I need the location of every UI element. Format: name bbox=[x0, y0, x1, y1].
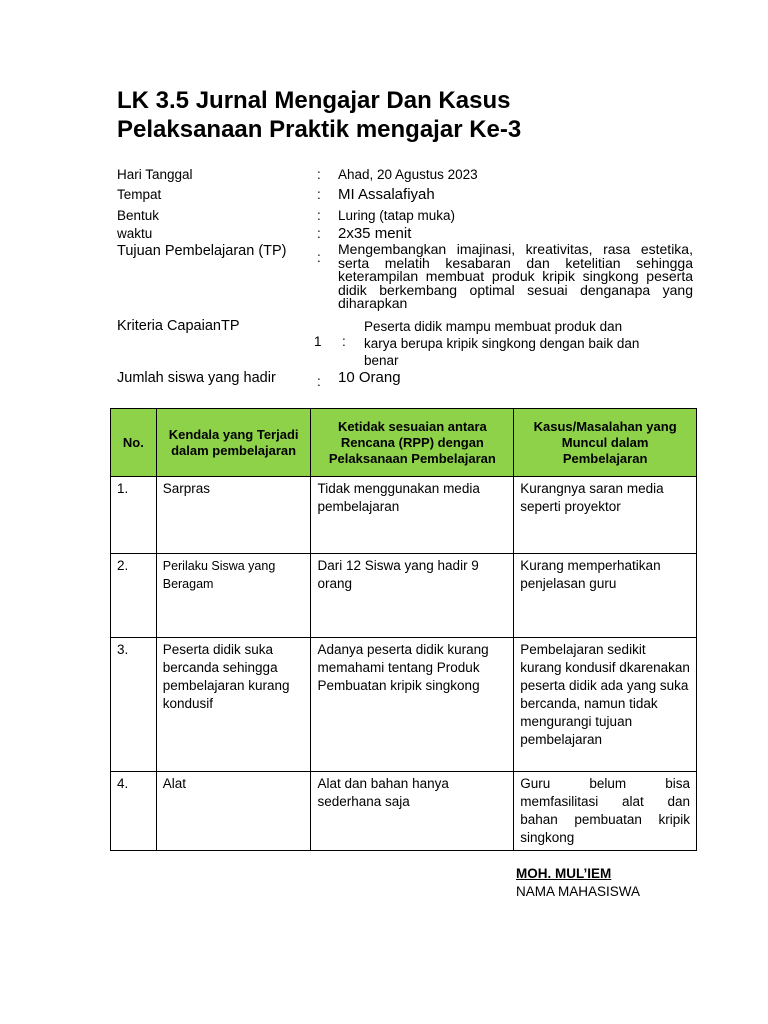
info-label: Tempat bbox=[117, 187, 162, 202]
cell-no: 1. bbox=[111, 477, 157, 554]
info-value: Mengembangkan imajinasi, kreativitas, rasa estetika, serta melatih kesabaran dan ketelitian sehingga keterampilan membuat produk kripik singkong peserta didik berkembang optimal sesuai denganapa yang diharapkan bbox=[338, 241, 693, 311]
table-row bbox=[111, 554, 697, 638]
table-row bbox=[111, 638, 697, 772]
cell-ketidaksesuaian: Tidak menggunakan media pembelajaran bbox=[311, 477, 514, 554]
info-label: Bentuk bbox=[117, 208, 160, 223]
cell-no: 4. bbox=[111, 772, 157, 851]
signature-block bbox=[516, 865, 640, 901]
cell-kasus: Kurang memperhatikan penjelasan guru bbox=[514, 554, 697, 638]
info-label: waktu bbox=[117, 226, 153, 241]
table-row bbox=[111, 477, 697, 554]
info-value: 10 Orang bbox=[338, 369, 401, 386]
title-line-2: Pelaksanaan Praktik mengajar Ke-3 bbox=[117, 116, 522, 143]
header-kasus: Kasus/Masalahan yang Muncul dalam Pembelajaran bbox=[514, 409, 697, 477]
cell-kendala: Peserta didik suka bercanda sehingga pembelajaran kurang kondusif bbox=[156, 638, 311, 772]
info-value: 2x35 menit bbox=[338, 225, 412, 242]
info-colon: : bbox=[317, 187, 321, 202]
kriteria-line-3: benar bbox=[364, 353, 399, 368]
cell-kendala: Alat bbox=[156, 772, 311, 851]
kendala-table bbox=[110, 408, 697, 851]
cell-ketidaksesuaian: Dari 12 Siswa yang hadir 9 orang bbox=[311, 554, 514, 638]
kriteria-line-1: Peserta didik mampu membuat produk dan bbox=[364, 319, 623, 334]
title-line-1: LK 3.5 Jurnal Mengajar Dan Kasus bbox=[117, 87, 511, 114]
header-kendala: Kendala yang Terjadi dalam pembelajaran bbox=[156, 409, 311, 477]
header-no: No. bbox=[111, 409, 157, 477]
cell-no: 3. bbox=[111, 638, 157, 772]
cell-ketidaksesuaian: Alat dan bahan hanya sederhana saja bbox=[311, 772, 514, 851]
header-ketidaksesuaian: Ketidak sesuaian antara Rencana (RPP) dengan Pelaksanaan Pembelajaran bbox=[311, 409, 514, 477]
cell-kasus: Guru belum bisa memfasilitasi alat dan bahan pembuatan kripik singkong bbox=[514, 772, 697, 851]
info-value: Luring (tatap muka) bbox=[338, 208, 456, 223]
signature-name: MOH. MUL’IEM bbox=[516, 866, 612, 881]
info-value bbox=[364, 318, 693, 369]
cell-kendala: Perilaku Siswa yang Beragam bbox=[156, 554, 311, 638]
cell-kasus: Kurangnya saran media seperti proyektor bbox=[514, 477, 697, 554]
info-label: Kriteria CapaianTP bbox=[117, 318, 240, 334]
signature-role: NAMA MAHASISWA bbox=[516, 884, 641, 899]
table-row bbox=[111, 772, 697, 851]
info-value: MI Assalafiyah bbox=[338, 186, 435, 203]
info-colon: : bbox=[317, 167, 321, 182]
kriteria-number: 1 bbox=[314, 334, 322, 349]
info-label: Hari Tanggal bbox=[117, 167, 193, 182]
cell-kendala: Sarpras bbox=[156, 477, 311, 554]
info-colon: : bbox=[317, 250, 321, 265]
info-label: Tujuan Pembelajaran (TP) bbox=[117, 243, 287, 259]
cell-ketidaksesuaian: Adanya peserta didik kurang memahami tentang Produk Pembuatan kripik singkong bbox=[311, 638, 514, 772]
info-colon: : bbox=[342, 334, 346, 349]
info-colon: : bbox=[317, 374, 321, 389]
table-header-row bbox=[111, 409, 697, 477]
info-value: Ahad, 20 Agustus 2023 bbox=[338, 167, 478, 182]
cell-kasus: Pembelajaran sedikit kurang kondusif dkarenakan peserta didik ada yang suka bercanda, namun tidak mengurangi tujuan pembelajaran bbox=[514, 638, 697, 772]
info-colon: : bbox=[317, 208, 321, 223]
kriteria-line-2: karya berupa kripik singkong dengan baik dan bbox=[364, 336, 640, 351]
cell-no: 2. bbox=[111, 554, 157, 638]
info-label: Jumlah siswa yang hadir bbox=[117, 370, 276, 386]
document-title bbox=[117, 86, 717, 144]
info-colon: : bbox=[317, 226, 321, 241]
